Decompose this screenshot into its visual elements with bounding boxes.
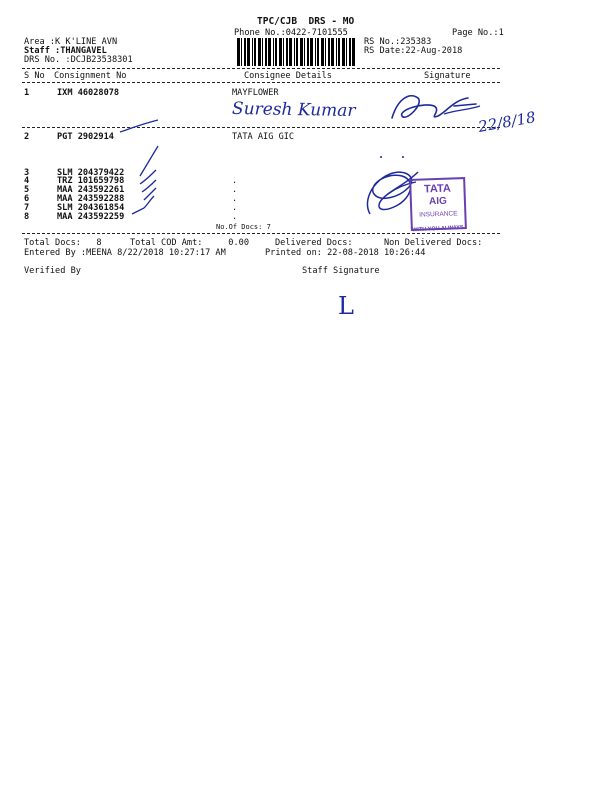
barcode-bar <box>258 38 261 66</box>
col-consignee: Consignee Details <box>244 71 332 81</box>
barcode-bar <box>310 38 313 66</box>
barcode-bar <box>273 38 274 66</box>
row-7-sno: 7 <box>24 203 30 213</box>
total-cod: Total COD Amt: 0.00 <box>130 238 249 248</box>
row-1-consignment: IXM 46028078 <box>57 88 120 98</box>
barcode-bar <box>352 38 355 66</box>
handwritten-initial: L <box>338 292 354 320</box>
col-consignment: Consignment No <box>54 71 127 81</box>
stamp-sub: AIG <box>428 195 447 208</box>
row-8-consignee: . <box>232 212 238 222</box>
barcode-bar <box>254 38 256 66</box>
row-7-consignee: . <box>232 203 238 213</box>
barcode-bar <box>300 38 303 66</box>
barcode-bar <box>328 38 330 66</box>
row-3-sno: 3 <box>24 168 30 178</box>
stamp-line: INSURANCE <box>419 210 458 219</box>
row-2-consignee: TATA AIG GIC <box>232 132 295 142</box>
barcode-bar <box>268 38 271 66</box>
stamp-brand: TATA <box>423 182 452 196</box>
rs-number: RS No.:235383 <box>364 37 432 47</box>
non-delivered-docs: Non Delivered Docs: <box>384 238 483 248</box>
row-8-sno: 8 <box>24 212 30 222</box>
barcode-bar <box>346 38 347 66</box>
barcode-bar <box>283 38 284 66</box>
barcode-bar <box>331 38 334 66</box>
company-stamp <box>409 177 467 231</box>
row-6-consignee: . <box>232 194 238 204</box>
verified-by: Verified By <box>24 266 81 276</box>
barcode-bar <box>294 38 295 66</box>
stamp-tagline: WITH YOU ALWAYS <box>412 224 464 234</box>
barcode-bar <box>252 38 253 66</box>
row-5-consignee: . <box>232 185 238 195</box>
staff-label: Staff :THANGAVEL <box>24 46 107 56</box>
barcode-bar <box>289 38 292 66</box>
barcode-bar <box>336 38 337 66</box>
rs-date: RS Date:22-Aug-2018 <box>364 46 463 56</box>
delivered-docs: Delivered Docs: <box>275 238 353 248</box>
row-4-sno: 4 <box>24 176 30 186</box>
barcode-bar <box>304 38 305 66</box>
header-divider-bottom <box>22 82 500 83</box>
barcode-bar <box>317 38 319 66</box>
row-4-consignee: . <box>232 176 238 186</box>
phone-number: Phone No.:0422-7101555 <box>234 28 348 38</box>
row-8-consignment: MAA 243592259 <box>57 212 125 222</box>
tick-marks <box>118 118 178 228</box>
row-2-consignment: PGT 2902914 <box>57 132 114 142</box>
barcode-bar <box>279 38 282 66</box>
handwritten-date: 22/8/18 <box>476 108 537 136</box>
total-docs: Total Docs: 8 <box>24 238 102 248</box>
barcode-bar <box>275 38 277 66</box>
pen-dot <box>380 156 382 158</box>
barcode-bar <box>241 38 242 66</box>
barcode-bar <box>244 38 246 66</box>
entered-by: Entered By :MEENA 8/22/2018 10:27:17 AM <box>24 248 226 258</box>
barcode-bar <box>342 38 345 66</box>
page-number: Page No.:1 <box>452 28 504 38</box>
barcode-bar <box>265 38 267 66</box>
row-1-sno: 1 <box>24 88 30 98</box>
row-2-sno: 2 <box>24 132 30 142</box>
totals-divider <box>22 233 500 234</box>
barcode-bar <box>237 38 240 66</box>
header-divider-top <box>22 68 500 69</box>
row-1-consignee: MAYFLOWER <box>232 88 279 98</box>
row-4-consignment: TRZ 101659798 <box>57 176 125 186</box>
row-3-consignment: SLM 204379422 <box>57 168 125 178</box>
no-of-docs: No.Of Docs: 7 <box>216 223 271 231</box>
barcode-bar <box>325 38 326 66</box>
row-7-consignment: SLM 204361854 <box>57 203 125 213</box>
barcode-bar <box>247 38 250 66</box>
drs-barcode <box>237 38 355 68</box>
barcode-bar <box>307 38 309 66</box>
printed-on: Printed on: 22-08-2018 10:26:44 <box>265 248 426 258</box>
barcode-bar <box>321 38 324 66</box>
barcode-bar <box>349 38 351 66</box>
col-sno: S No <box>24 71 45 81</box>
row-5-consignment: MAA 243592261 <box>57 185 125 195</box>
receiver-signature <box>384 88 484 128</box>
barcode-bar <box>338 38 340 66</box>
doc-title: TPC/CJB DRS - MO <box>257 16 355 27</box>
barcode-bar <box>315 38 316 66</box>
area-label: Area :K K'LINE AVN <box>24 37 118 47</box>
barcode-bar <box>286 38 288 66</box>
row-5-sno: 5 <box>24 185 30 195</box>
pen-dot <box>402 156 404 158</box>
barcode-bar <box>296 38 298 66</box>
handwritten-receiver-name: Suresh Kumar <box>231 98 356 122</box>
barcode-bar <box>262 38 263 66</box>
row-6-sno: 6 <box>24 194 30 204</box>
staff-signature-label: Staff Signature <box>302 266 380 276</box>
col-signature: Signature <box>424 71 471 81</box>
drs-number: DRS No. :DCJB23538301 <box>24 55 133 65</box>
row-6-consignment: MAA 243592288 <box>57 194 125 204</box>
